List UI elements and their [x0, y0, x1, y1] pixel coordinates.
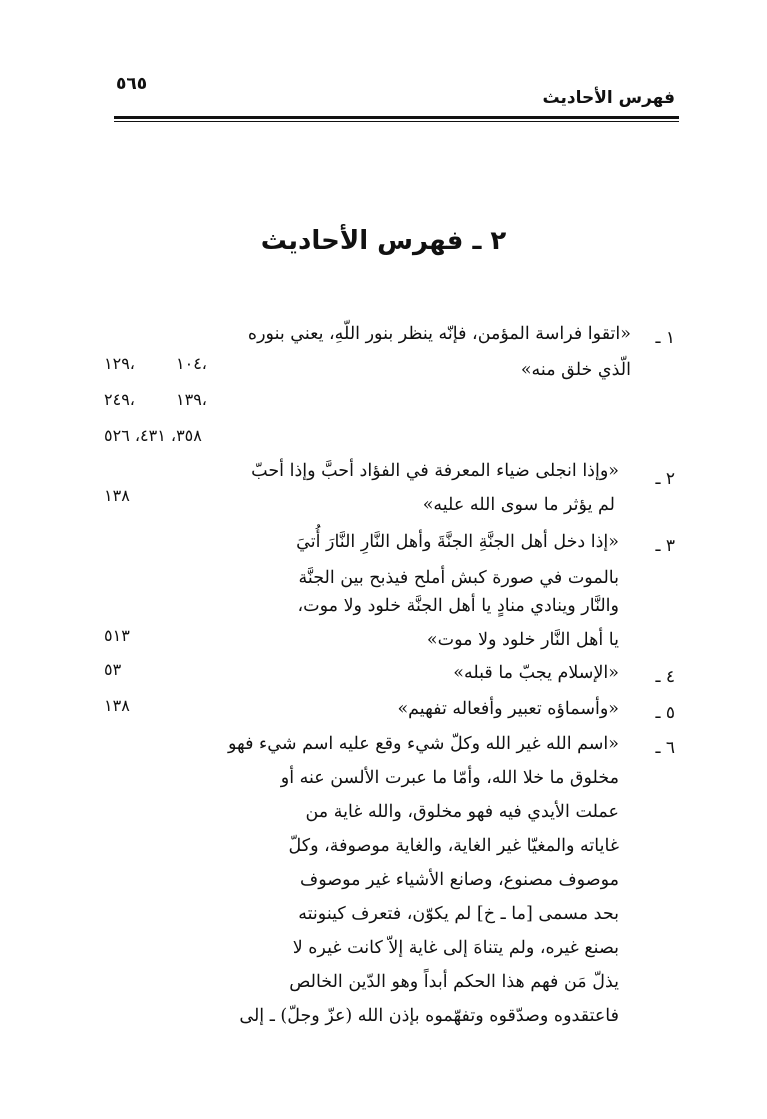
entry-number: ٥ ـ — [655, 703, 675, 723]
entry-number: ٢ ـ — [655, 469, 675, 489]
page-ref: ٥٣ — [104, 660, 122, 679]
entry-text-line: «الإسلام يجبّ ما قبله» — [453, 663, 619, 683]
entry-text-line: «وأسماؤه تعبير وأفعاله تفهيم» — [397, 699, 619, 719]
page-number: ٥٦٥ — [116, 74, 148, 94]
entry-text-line: فاعتقدوه وصدّقوه وتفهّموه بإذن الله (عزّ وجلّ) ـ إلى — [239, 1006, 619, 1026]
header-rule-thick — [114, 116, 679, 119]
entry-text-line: الّذي خلق منه» — [520, 360, 631, 380]
header-rule-thin — [114, 121, 679, 122]
entry-number: ٤ ـ — [655, 667, 675, 687]
entry-text-line: يذلّ مَن فهم هذا الحكم أبداً وهو الدّين الخالص — [289, 972, 619, 992]
entry-text-line: «اتقوا فراسة المؤمن، فإنّه ينظر بنور اللّهِ، يعني بنوره — [247, 324, 631, 344]
entry-text-line: غاياته والمغيّا غير الغاية، والغاية موصوفة، وكلّ — [288, 836, 619, 856]
entry-number: ٣ ـ — [655, 536, 675, 556]
page-ref: ١٢٩، — [104, 354, 135, 373]
entry-text-line: مخلوق ما خلا الله، وأمّا ما عبرت الألسن عنه أو — [280, 768, 619, 788]
entry-text-line: عملت الأيدي فيه فهو مخلوق، والله غاية من — [305, 802, 619, 822]
page-ref: ١٣٩، — [176, 390, 207, 409]
running-header-title: فهرس الأحاديث — [542, 88, 675, 108]
entry-text-line: موصوف مصنوع، وصانع الأشياء غير موصوف — [300, 870, 619, 890]
entry-number: ١ ـ — [655, 328, 675, 348]
entry-text-line: لم يؤثر ما سوى الله عليه» — [422, 495, 615, 515]
entry-text-line: «اسم الله غير الله وكلّ شيء وقع عليه اسم شيء فهو — [228, 734, 619, 754]
entry-text-line: بصنع غيره، ولم يتناهَ إلى غاية إلاّ كانت غيره لا — [292, 938, 619, 958]
entry-text-line: بالموت في صورة كبش أملح فيذبح بين الجنَّة — [298, 568, 619, 588]
section-title: ٢ ـ فهرس الأحاديث — [260, 226, 507, 256]
entry-text-line: «إذا دخل أهل الجنَّةِ الجنَّةَ وأهل النَّارِ النَّارَ أُتيَ — [296, 532, 619, 552]
page-ref: ٥١٣ — [104, 626, 130, 645]
page-ref: ١٣٨ — [104, 696, 130, 715]
page-ref: ١٠٤، — [176, 354, 207, 373]
entry-text-line: يا أهل النَّار خلود ولا موت» — [426, 630, 619, 650]
page-ref: ١٣٨ — [104, 486, 130, 505]
entry-text-line: «وإذا انجلى ضياء المعرفة في الفؤاد أحبَّ وإذا أحبّ — [251, 461, 619, 481]
page-ref: ٣٥٨، ٤٣١، ٥٢٦ — [104, 426, 202, 445]
page-ref: ٢٤٩، — [104, 390, 135, 409]
entry-text-line: بحد مسمى [ما ـ خ] لم يكوّن، فتعرف كينونته — [298, 904, 619, 924]
entry-number: ٦ ـ — [655, 738, 675, 758]
entry-text-line: والنَّار وينادي منادٍ يا أهل الجنَّة خلود ولا موت، — [297, 596, 619, 616]
